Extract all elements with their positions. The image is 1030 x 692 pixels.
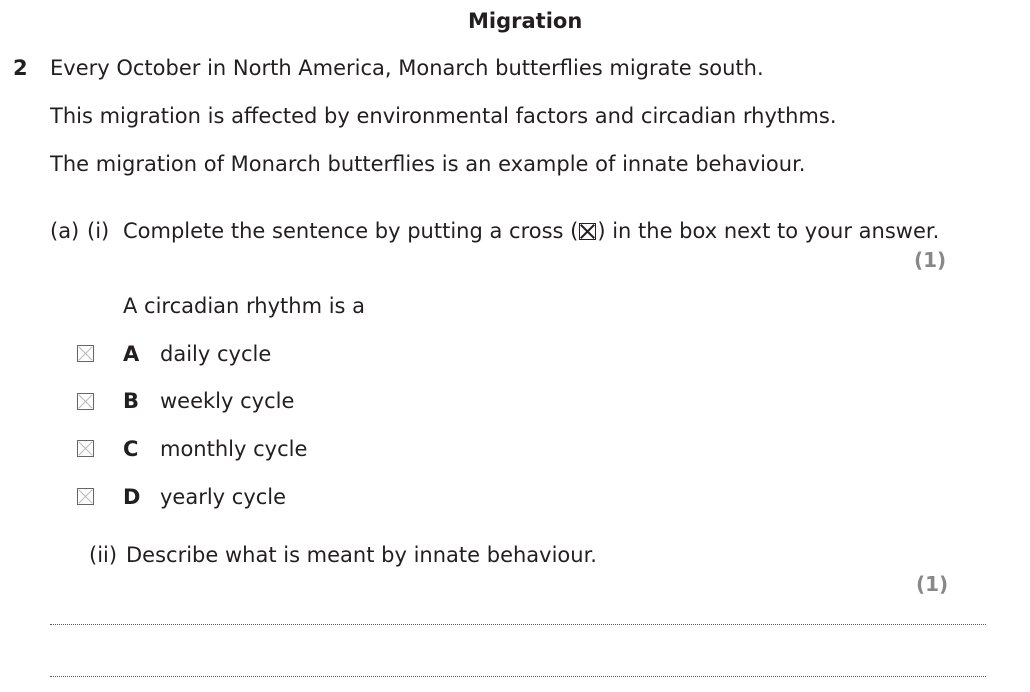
- stem-line-1: Every October in North America, Monarch butterflies migrate south.: [50, 56, 764, 80]
- sub-ii-label: (ii): [89, 543, 118, 567]
- option-a-text: daily cycle: [160, 342, 272, 366]
- stem-line-2: This migration is affected by environmental factors and circadian rhythms.: [50, 104, 837, 128]
- option-c-letter: C: [123, 437, 139, 461]
- stem-line-3: The migration of Monarch butterflies is an example of innate behaviour.: [50, 152, 806, 176]
- option-c-text: monthly cycle: [160, 437, 308, 461]
- answer-line-1[interactable]: [50, 624, 986, 625]
- marks-sub-i: (1): [914, 248, 947, 272]
- option-b-letter: B: [123, 389, 140, 413]
- option-b-checkbox[interactable]: [77, 393, 94, 410]
- circadian-prompt: A circadian rhythm is a: [123, 294, 366, 318]
- instruction-text-before: Complete the sentence by putting a cross (: [123, 219, 579, 243]
- sub-i-instruction: [123, 221, 939, 242]
- option-d-checkbox[interactable]: [77, 488, 94, 505]
- marks-sub-ii: (1): [916, 572, 949, 596]
- sub-ii-text: Describe what is meant by innate behaviour.: [126, 543, 597, 567]
- answer-line-2[interactable]: [50, 676, 986, 677]
- option-a-checkbox[interactable]: [77, 345, 94, 362]
- part-a-label: (a): [50, 219, 80, 243]
- option-c-checkbox[interactable]: [77, 440, 94, 457]
- option-d-letter: D: [123, 485, 141, 509]
- option-a-letter: A: [123, 342, 140, 366]
- question-number: 2: [13, 56, 28, 80]
- section-title: Migration: [468, 9, 583, 33]
- option-b-text: weekly cycle: [160, 389, 295, 413]
- option-d-text: yearly cycle: [160, 485, 287, 509]
- instruction-text-after: ) in the box next to your answer.: [597, 219, 940, 243]
- cross-box-icon: [579, 223, 596, 240]
- sub-i-label: (i): [87, 219, 110, 243]
